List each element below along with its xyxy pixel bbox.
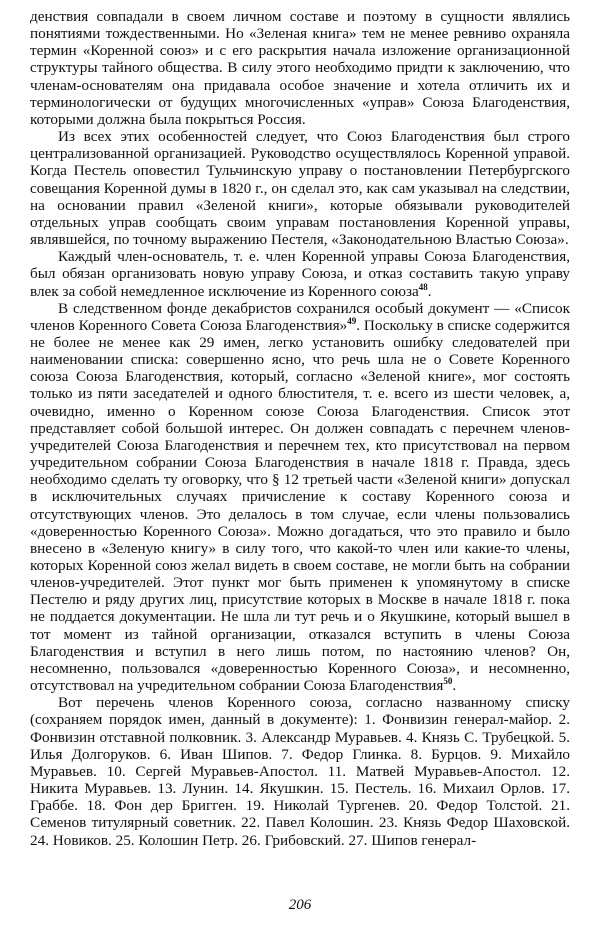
paragraph-text: Каждый член-основатель, т. е. член Коренной управы Союза Благоденствия, был обязан организовать новую управу Союза, и отказ составить такую управу влек за собой немедленное исключение из Коренного союза — [30, 248, 570, 300]
footnote-ref: 49 — [347, 315, 357, 326]
paragraph-text: . — [427, 282, 432, 300]
paragraph-text: Вот перечень членов Коренного союза, согласно названному списку (сохраняем порядок имен, данный в документе): 1. Фонвизин генерал-майор. 2. Фонвизин отставной полковник. 3. Александр Муравьев. 4. Князь С. Трубецкой. 5. Илья Долгоруков. 6. Иван Шипов. 7. Федор Глинка. 8. Бурцов. 9. Михайло Муравьев. 10. Сергей Муравьев-Апостол. 11. Матвей Муравьев-Апостол. 12. Никита Муравьев. 13. Лунин. 14. Якушкин. 15. Пестель. 16. Михаил Орлов. 17. Граббе. 18. Фон дер Бригген. 19. Николай Тургенев. 20. Федор Толстой. 21. Семенов титулярный советник. 22. Павел Колошин. 23. Князь Федор Шаховской. 24. Новиков. 25. Колошин Петр. 26. Грибовский. 27. Шипов генерал- — [30, 694, 570, 849]
paragraph-text: Из всех этих особенностей следует, что Союз Благоденствия был строго централизованной организацией. Руководство осуществлялось Коренной управой. Когда Пестель оповестил Тульчинскую управу о постановлении Петербургского совещания Коренной думы в 1820 г., он сделал это, как сам указывал на следствии, на основании правил «Зеленой книги», которые обязывали руководителей отдельных управ сообщать своим управам постановления Коренной управы, являвшейся, по точному выражению Пестеля, «Законодательною Властью Союза». — [30, 128, 570, 249]
paragraph — [30, 300, 570, 695]
paragraph-text: . Поскольку в списке содержится не более не менее как 29 имен, легко установить ошибку следователей при наименовании списка: совершенно ясно, что речь шла не о Совете Коренного союза Союза Благоденствия, который, согласно «Зеленой книге», мог состоять только из пяти заседателей и одного блюстителя, т. е. всего из шести человек, а, очевидно, именно о Коренном союзе Союза Благоденствия. Список этот представляет собой большой интерес. Он должен совпадать с перечнем членов-учредителей Союза Благоденствия и перечнем тех, кто присутствовал на первом учредительном собрании Союза Благоденствия в начале 1818 г. Правда, здесь необходимо сделать ту оговорку, что § 12 третьей части «Зеленой книги» допускал в исключительных случаях причисление к составу Коренного союза и отсутствующих членов. Это делалось в том случае, если члены пользовались «доверенностью Коренного Союза». Можно догадаться, что это правило и было внесено в «Зеленую книгу» в силу того, что какой-то член или какие-то члены, которых Коренной союз желал видеть в своем составе, не могли быть на собрании членов-учредителей. Этот пункт мог быть применен к упомянутому в списке Пестелю и ряду других лиц, присутствие которых в Москве в начале 1818 г. пока не поддается документации. Не шла ли тут речь и о Якушкине, который вышел в тот момент из тайной организации, отказался вступить в члены Союза Благоденствия и вступил в него лишь потом, по настоянию членов? Он, несомненно, пользовался «доверенностью Коренного Союза», и несомненно, отсутствовал на учредительном собрании Союза Благоденствия — [30, 316, 570, 695]
paragraph-text: . — [452, 677, 457, 695]
paragraph — [30, 694, 570, 848]
footnote-ref: 48 — [418, 281, 428, 292]
paragraph — [30, 128, 570, 248]
paragraph-text: денствия совпадали в своем личном составе и поэтому в сущности являлись понятиями тождественными. Но «Зеленая книга» тем не менее ревниво охраняла термин «Коренной союз» и с его раскрытия начала изложение организационной структуры тайного общества. В силу этого необходимо придти к заключению, что членам-основателям она придавала особое значение и хотела отличить их и терминологически от будущих многочисленных «управ» Союза Благоденствия, которыми должна была покрыться Россия. — [30, 8, 570, 128]
page-body-text — [30, 8, 570, 849]
page-number: 206 — [288, 897, 312, 913]
paragraph — [30, 8, 570, 128]
paragraph-text: В следственном фонде декабристов сохранился особый документ — «Список членов Коренного Совета Союза Благоденствия» — [30, 299, 570, 334]
paragraph — [30, 248, 570, 299]
footnote-ref: 50 — [443, 676, 453, 687]
